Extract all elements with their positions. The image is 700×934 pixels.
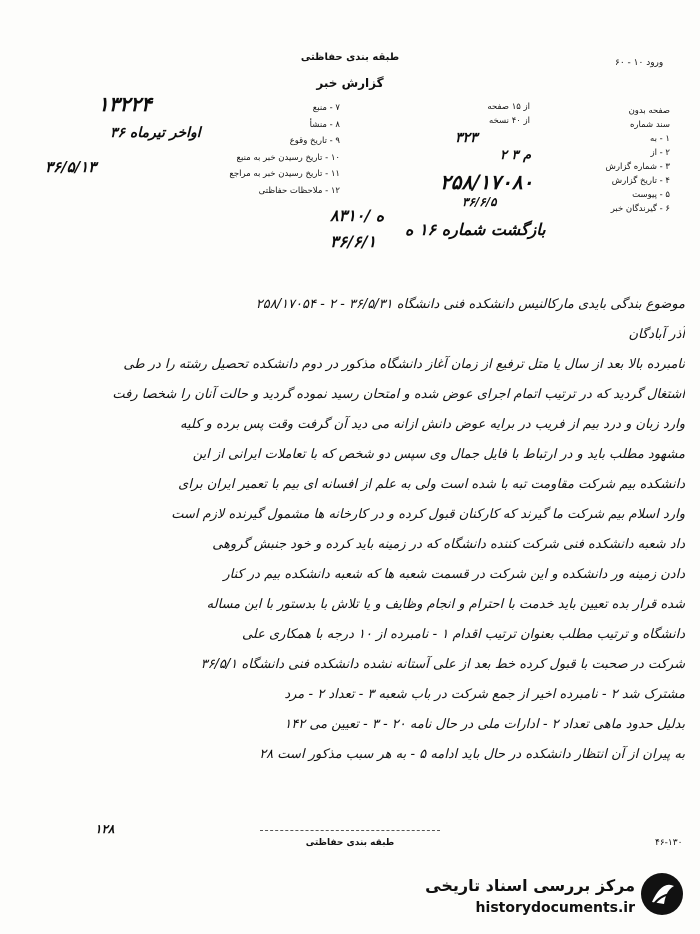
left-field: ۸ - منشأ (309, 119, 340, 130)
archive-logo-icon (640, 872, 684, 916)
classification-label-bottom: طبقه بندی حفاظتی (305, 838, 395, 848)
footer-page-code: ۴۶-۱۳۰ (655, 838, 683, 848)
body-line: دانشگاه و ترتیب مطلب بعنوان ترتیب اقدام ۱ - نامبرده از ۱۰ درجه با همکاری علی (241, 627, 685, 642)
right-field: صفحه بدون (628, 106, 670, 116)
handwritten-recipient: ۳۲۳ (455, 130, 478, 146)
handwritten-report-date: ۳۶/۶/۵ (462, 195, 497, 209)
report-title: گزارش خبر (316, 76, 384, 90)
right-field: ۵ - پیوست (632, 190, 670, 200)
middle-field: از ۱۵ صفحه (487, 102, 530, 112)
body-line: بدلیل حدود ماهی تعداد ۲ - ادارات ملی در حال نامه ۲۰ - ۳ - تعیین می ۱۴۲ (284, 717, 685, 732)
left-field: ۷ - منبع (312, 103, 340, 113)
right-field: سند شماره (629, 120, 670, 130)
left-field: ۱۲ - ملاحظات حفاظتی (258, 185, 340, 196)
handwritten-return-date: ۳۶/۶/۱ (330, 232, 377, 251)
handwritten-file-number: ۱۳۲۲۴ (98, 92, 152, 116)
body-line: به پیران از آن انتظار دانشکده در حال باید ادامه ۵ - به هر سبب مذکور است ۲۸ (259, 747, 685, 762)
report-body (25, 290, 685, 770)
body-line: شرکت در صحبت با قبول کرده خط بعد از علی آستانه نشده دانشکده فنی دانشگاه ۳۶/۵/۱ (200, 657, 685, 672)
classification-label-top: طبقه بندی حفاظتی (300, 52, 400, 63)
left-field: ۱۰ - تاریخ رسیدن خبر به منبع (236, 152, 340, 163)
handwritten-return-label: بازگشت شماره ۱۶ ه (405, 220, 546, 239)
right-field: ۲ - از (650, 148, 670, 158)
middle-field-labels (430, 100, 530, 128)
subject-line: موضوع بندگی بایدی مارکالنیس دانشکده فنی دانشگاه ۳۶/۵/۳۱ - ۲ - ۲۵۸/۱۷۰۵۴ (255, 297, 685, 312)
right-field-labels (520, 104, 670, 216)
footer-left-mark: ۱۲۸ (95, 822, 115, 836)
body-line: دادن زمینه ور دانشکده و این شرکت در قسمت شعبه ها که شعبه دانشکده بیم در کنار (223, 567, 685, 582)
right-field: ۴ - تاریخ گزارش (611, 176, 670, 186)
footer-divider (260, 830, 440, 831)
body-line: اشتغال گردید که در ترتیب اتمام اجرای عوض شده و امتحان رسید نموده گردید و حالت آنان را شخصا رفت (112, 387, 685, 402)
body-line: دانشکده بیم شرکت مقاومت تبه با شده است ولی به علم از افسانه ای بیم با تعمیر ایران برای (178, 477, 685, 492)
middle-field: از ۴۰ نسخه (488, 116, 530, 126)
handwritten-received-date: ۳۶/۵/۱۳ (45, 158, 97, 176)
body-line: وارد زبان و درد بیم از فریب در برایه عوض دانش ازانه می دید آن گرفت وقت پس برده و کلیه (180, 417, 685, 432)
body-line: وارد اسلام بیم شرکت ما گیرند که کارکنان قبول کرده و در کارخانه ها مشمول گیرنده لازم است (171, 507, 685, 522)
left-field: ۹ - تاریخ وقوع (289, 136, 340, 146)
body-line: نامبرده بالا بعد از سال یا متل ترفیع از زمان آغاز دانشگاه مذکور در دوم دانشکده تحصیل رشته را در طی (123, 357, 685, 372)
left-field: ۱۱ - تاریخ رسیدن خبر به مراجع (229, 169, 340, 179)
corner-label: ورود ۱۰ - ۶۰ (615, 58, 664, 68)
body-line: مشهود مطلب باید و در ارتباط با فایل جمال وی سپس دو شخص که با تعاملات ایرانی از این (192, 447, 685, 462)
body-line: شده قرار بده تعیین باید خدمت با احترام و انجام وظایف و یا تلاش با بدستور با این مساله (206, 597, 685, 612)
body-line: داد شعبه دانشکده فنی شرکت کننده دانشگاه که در زمینه باید کرده و خود جنبش گروهی (212, 537, 685, 552)
right-field: ۱ - به (650, 134, 670, 144)
handwritten-return-number: ۸۳۱۰/ ه (330, 206, 385, 225)
body-line: آذر آبادگان (628, 327, 685, 342)
watermark-url[interactable]: historydocuments.ir (475, 900, 635, 916)
handwritten-occurrence-date: اواخر تیرماه ۳۶ (110, 125, 201, 141)
handwritten-report-number: ۲۵۸/۱۷۰۸۰ (440, 170, 534, 194)
right-field: ۳ - شماره گزارش (605, 162, 670, 172)
handwritten-sender: ۲ م ۳ (500, 148, 532, 163)
left-field-labels (190, 100, 340, 199)
body-line: مشترک شد ۲ - نامبرده اخیر از جمع شرکت در باب شعبه ۳ - تعداد ۲ - مرد (284, 687, 685, 702)
right-field: ۶ - گیرندگان خبر (610, 204, 670, 214)
watermark-name: مرکز بررسی اسناد تاریخی (425, 876, 635, 895)
